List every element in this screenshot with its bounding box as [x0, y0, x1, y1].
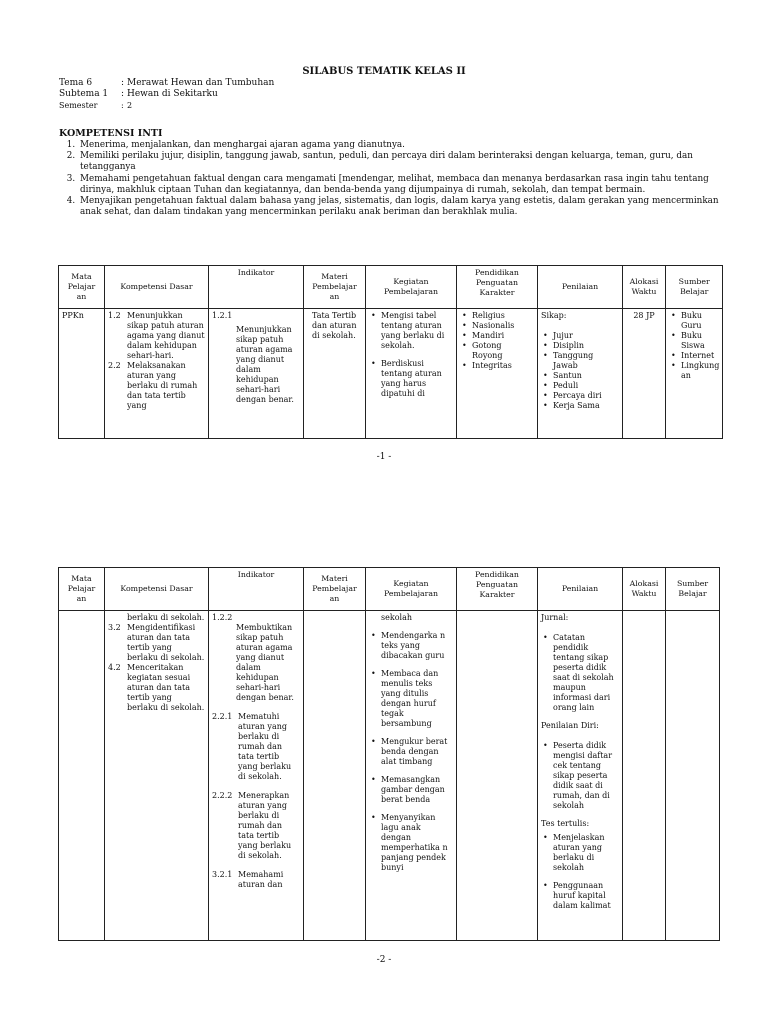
cell-ppk [457, 309, 538, 439]
list-item: • Lingkung an [681, 361, 719, 381]
list-item: • Jujur [553, 331, 619, 341]
indikator-item: 1.2.2 Membuktikan sikap patuh aturan agama yang dianut dalam kehidupan sehari-hari dengan benar. [212, 613, 294, 702]
list-item: • Mandiri [472, 331, 534, 341]
sumber-list [669, 311, 719, 381]
header-kd: Kompetensi Dasar [105, 568, 209, 611]
header-penilaian: Penilaian [538, 568, 623, 611]
page-2 [0, 500, 768, 1024]
cell-materi: Tata Tertib dan aturan di sekolah. [304, 309, 366, 439]
ki-item: 2. Memiliki perilaku jujur, disiplin, tanggung jawab, santun, peduli, dan percaya diri dalam berinteraksi dengan keluarga, teman, guru, dan tetangganya [78, 151, 733, 173]
ki-item: 4. Menyajikan pengetahuan faktual dalam bahasa yang jelas, sistematis, dan logis, dalam karya yang estetis, dalam gerakan yang mencerminkan anak sehat, dan dalam tindakan yang mencerminkan perilaku anak beriman dan berakhlak mulia. [78, 196, 733, 218]
kd-continuation: berlaku di sekolah. [127, 613, 205, 622]
list-item: • Integritas [472, 361, 534, 371]
header-materi: Materi Pembelajar an [304, 266, 366, 309]
penilaian-jurnal-title: Jurnal: [541, 613, 569, 622]
page-number: -2 - [376, 955, 392, 965]
page-number: -1 - [376, 452, 392, 462]
list-item: • Memasangkan gambar dengan berat benda [381, 775, 453, 805]
ki-item: 3. Memahami pengetahuan faktual dengan cara mengamati [mendengar, melihat, membaca dan menanya berdasarkan rasa ingin tahu tentang dirinya, makhluk ciptaan Tuhan dan kegiatannya, dan benda-benda yang dijumpainya di rumah, sekolah, dan tempat bermain. [78, 174, 733, 196]
list-item: • Buku Guru [681, 311, 719, 331]
kegiatan-list [369, 311, 453, 399]
list-item: • Percaya diri [553, 391, 619, 401]
header-alokasi: Alokasi Waktu [623, 568, 666, 611]
indikator-item: 2.2.1 Mematuhi aturan yang berlaku di rumah dan tata tertib yang berlaku di sekolah. [212, 712, 292, 781]
list-item: • Berdiskusi tentang aturan yang harus dipatuhi di [381, 359, 453, 399]
list-item: • Mendengarka n teks yang dibacakan guru [381, 631, 453, 661]
list-item: • Nasionalis [472, 321, 534, 331]
list-item: • Disiplin [553, 341, 619, 351]
header-kegiatan: Kegiatan Pembelajaran [366, 568, 457, 611]
list-item: • Internet [681, 351, 719, 361]
kegiatan-list [369, 631, 453, 873]
header-indikator: Indikator [209, 266, 304, 309]
kompetensi-inti-heading: KOMPETENSI INTI [59, 128, 163, 139]
meta-semester: Semester : 2 [59, 101, 133, 110]
cell-materi [304, 611, 366, 941]
list-item: • Catatan pendidik tentang sikap peserta didik saat di sekolah maupun informasi dari orang lain [553, 633, 619, 713]
indikator-item: 2.2.2 Menerapkan aturan yang berlaku di rumah dan tata tertib yang berlaku di sekolah. [212, 791, 292, 860]
list-item: • Buku Siswa [681, 331, 719, 351]
header-kegiatan: Kegiatan Pembelajaran [366, 266, 457, 309]
header-ppk: Pendidikan Penguatan Karakter [457, 568, 538, 611]
header-materi: Materi Pembelajar an [304, 568, 366, 611]
indikator-number: 1.2.1 [212, 311, 233, 320]
list-item: • Gotong Royong [472, 341, 534, 361]
list-item: • Peserta didik mengisi daftar cek tentang sikap peserta didik saat di rumah, dan di sekolah [553, 741, 619, 811]
cell-kd [105, 611, 209, 941]
cell-penilaian [538, 309, 623, 439]
jurnal-list [541, 633, 619, 713]
penilaian-list [541, 331, 619, 411]
list-item: • Religius [472, 311, 534, 321]
indikator-text: Menunjukkan sikap patuh aturan agama yang dianut dalam kehidupan sehari-hari dengan benar. [236, 325, 294, 404]
cell-penilaian [538, 611, 623, 941]
list-item: • Penggunaan huruf kapital dalam kalimat [553, 881, 619, 911]
cell-mapel: PPKn [59, 309, 105, 439]
cell-sumber [666, 611, 720, 941]
header-sumber: Sumber Belajar [666, 568, 720, 611]
document-title: SILABUS TEMATIK KELAS II [302, 66, 466, 77]
list-item: • Peduli [553, 381, 619, 391]
diri-list [541, 741, 619, 811]
kd-item: 3.2 Mengidentifikasi aturan dan tata tertib yang berlaku di sekolah. [108, 623, 205, 662]
cell-ppk [457, 611, 538, 941]
cell-kd [105, 309, 209, 439]
list-item: • Tanggung Jawab [553, 351, 619, 371]
cell-alokasi: 28 JP [623, 309, 666, 439]
kd-item: 1.2 Menunjukkan sikap patuh aturan agama yang dianut dalam kehidupan sehari-hari. [108, 311, 205, 360]
tes-list [541, 833, 619, 911]
list-item: • Membaca dan menulis teks yang ditulis dengan huruf tegak bersambung [381, 669, 453, 729]
header-indikator: Indikator [209, 568, 304, 611]
cell-sumber [666, 309, 723, 439]
meta-tema: Tema 6 : Merawat Hewan dan Tumbuhan [59, 78, 275, 88]
cell-alokasi [623, 611, 666, 941]
list-item: • Mengukur berat benda dengan alat timbang [381, 737, 453, 767]
kegiatan-continuation: sekolah [381, 613, 412, 622]
header-mapel: Mata Pelajar an [59, 266, 105, 309]
header-kd: Kompetensi Dasar [105, 266, 209, 309]
kd-item: 2.2 Melaksanakan aturan yang berlaku di rumah dan tata tertib yang [108, 361, 198, 410]
ppk-list [460, 311, 534, 371]
list-item: • Kerja Sama [553, 401, 619, 411]
header-alokasi: Alokasi Waktu [623, 266, 666, 309]
indikator-item: 3.2.1 Memahami aturan dan [212, 870, 284, 889]
cell-mapel [59, 611, 105, 941]
header-penilaian: Penilaian [538, 266, 623, 309]
cell-indikator [209, 309, 304, 439]
list-item: • Menjelaskan aturan yang berlaku di sekolah [553, 833, 619, 873]
list-item: • Mengisi tabel tentang aturan yang berlaku di sekolah. [381, 311, 453, 351]
header-sumber: Sumber Belajar [666, 266, 723, 309]
penilaian-sikap-title: Sikap: [541, 311, 567, 320]
header-ppk: Pendidikan Penguatan Karakter [457, 266, 538, 309]
meta-subtema: Subtema 1 : Hewan di Sekitarku [59, 89, 218, 99]
cell-kegiatan [366, 309, 457, 439]
kd-item: 4.2 Menceritakan kegiatan sesuai aturan dan tata tertib yang berlaku di sekolah. [108, 663, 205, 712]
header-mapel: Mata Pelajar an [59, 568, 105, 611]
syllabus-table-1 [58, 265, 723, 439]
ki-item: 1. Menerima, menjalankan, dan menghargai ajaran agama yang dianutnya. [78, 140, 733, 151]
penilaian-diri-title: Penilaian Diri: [541, 721, 599, 730]
cell-kegiatan [366, 611, 457, 941]
list-item: • Santun [553, 371, 619, 381]
syllabus-table-2 [58, 567, 720, 941]
page-1 [0, 0, 768, 500]
cell-indikator [209, 611, 304, 941]
kompetensi-inti-list [58, 140, 733, 218]
penilaian-tes-title: Tes tertulis: [541, 819, 590, 828]
list-item: • Menyanyikan lagu anak dengan memperhatika n panjang pendek bunyi [381, 813, 453, 873]
